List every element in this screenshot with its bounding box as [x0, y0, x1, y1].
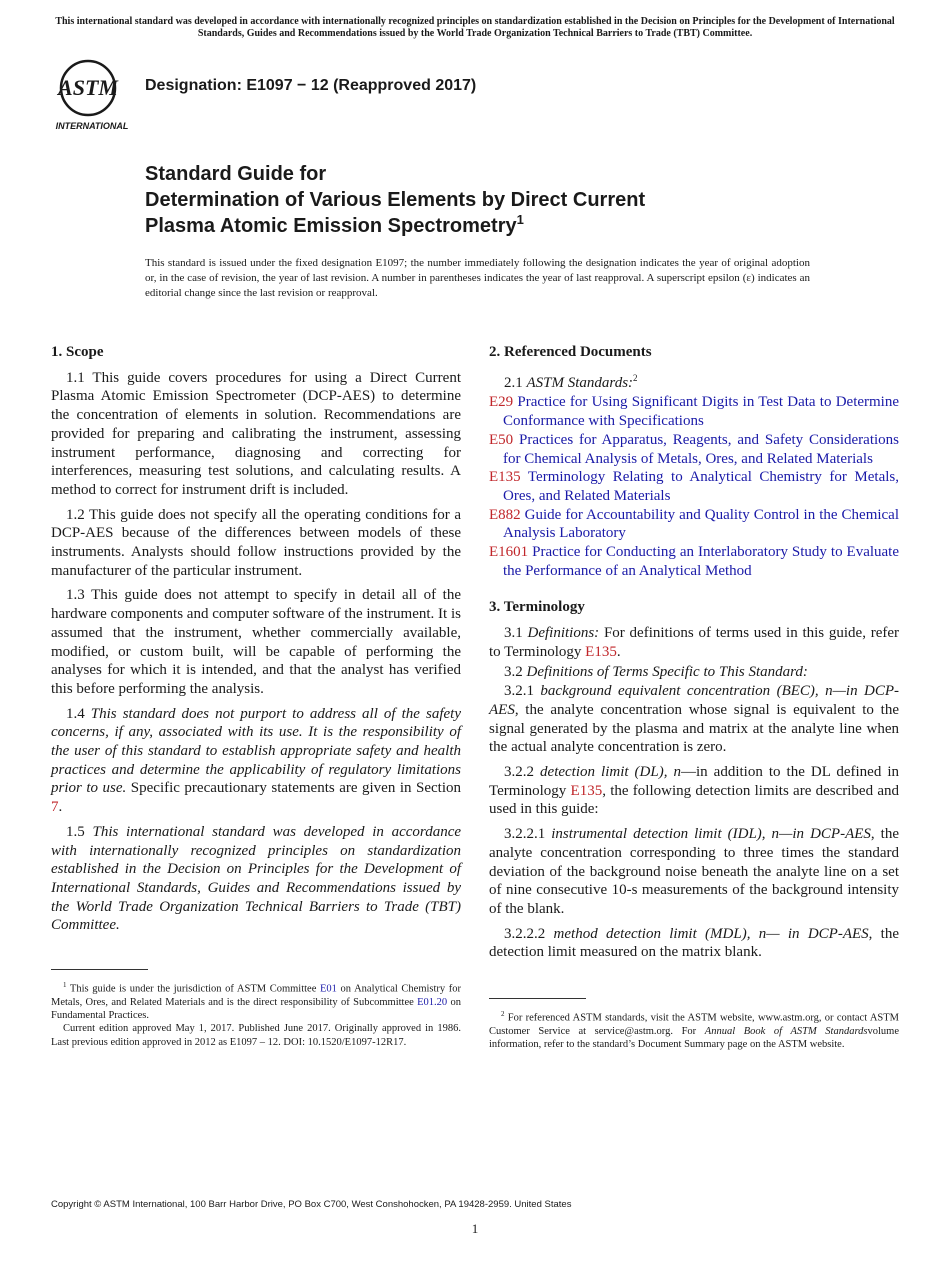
ref-title[interactable]: Practice for Using Significant Digits in Test Data to Determine Conformance with Specifications — [503, 394, 900, 430]
term-3-1-num: 3.1 — [504, 625, 523, 642]
section-7-link[interactable]: 7 — [51, 799, 59, 816]
term-3-1 — [489, 624, 899, 661]
right-column — [489, 343, 899, 968]
astm-logo-icon — [50, 58, 136, 134]
term-3-2-1-term: background equivalent concentration (BEC), n—in DCP-AES — [489, 683, 899, 718]
copyright-line: Copyright © ASTM International, 100 Barr Harbor Drive, PO Box C700, West Conshohocken, PA 19428-2959. United States — [51, 1199, 572, 1210]
scope-1-1: 1.1 This guide covers procedures for using a Direct Current Plasma Atomic Emission Spectrometer (DCP-AES) to determine the concentration of elements in solution. Recommendations are provided for preparing and calibrating the instrument, assessing instrument performance, diagnosing and correcting for interferences, measuring test solutions, and calculating results. A method to correct for instrument drift is included. — [51, 369, 461, 498]
ref-code[interactable]: E29 — [489, 394, 514, 411]
term-3-2-2-1 — [489, 825, 899, 919]
term-3-2-2-num: 3.2.2 — [504, 764, 534, 781]
ref-title[interactable]: Terminology Relating to Analytical Chemistry for Metals, Ores, and Related Materials — [503, 469, 899, 504]
term-3-1-end: . — [616, 643, 621, 660]
ref-code[interactable]: E882 — [489, 506, 521, 523]
logo-subtext: INTERNATIONAL — [55, 121, 129, 131]
ref-code[interactable]: E1601 — [489, 544, 529, 561]
scope-1-3: 1.3 This guide does not attempt to specify in detail all of the hardware components and computer software of the instrument. It is assumed that the instrument, whether commercially available, modified, or custom built, will be capable of performing the analyses for which it is intended, and that the analyst has verified this before performing the analysis. — [51, 587, 461, 697]
terminology-heading: 3. Terminology — [489, 599, 585, 616]
term-3-2-2-1-term: instrumental detection limit (IDL), n—in DCP-AES — [551, 826, 871, 843]
referenced-heading: 2. Referenced Documents — [489, 344, 652, 360]
title-line-2: Determination of Various Elements by Direct Current — [145, 189, 646, 211]
ref-code[interactable]: E135 — [489, 469, 521, 486]
footnote-1-text-3: on Fundamental Practices. — [51, 996, 461, 1022]
term-3-2-2 — [489, 763, 899, 819]
designation: Designation: E1097 − 12 (Reapproved 2017) — [145, 77, 477, 94]
term-3-2-2-term: detection limit (DL), n — [540, 764, 681, 781]
footnote-1-text-2: on Analytical Chemistry for Metals, Ores, and Related Materials and is the direct responsibility of Subcommittee — [51, 983, 462, 1008]
e01-link[interactable]: E01 — [320, 983, 337, 995]
document-title — [145, 161, 645, 239]
scope-1-4-italic: This standard does not purport to address all of the safety concerns, if any, associated with its use. It is the responsibility of the user of this standard to establish appropriate safety and health practices and determine the applicability of regulatory limitations prior to use. — [51, 705, 461, 797]
term-3-2-num: 3.2 — [504, 663, 523, 680]
footnote-1-para-1 — [51, 979, 461, 1022]
footnote-1-text: This guide is under the jurisdiction of ASTM Committee — [69, 983, 317, 995]
term-3-2-2-1-text: , the analyte concentration corresponding to three times the standard deviation of the background noise beneath the analyte line on a set of nine consecutive 10-s measurements of the background intensity of the blank. — [489, 826, 899, 917]
title-line-1: Standard Guide for — [145, 163, 327, 185]
issue-note: This standard is issued under the fixed designation E1097; the number immediately following the designation indicates the year of original adoption or, in the case of revision, the year of last revision. A number in parentheses indicates the year of last reapproval. A superscript epsilon (ε) indicates an editorial change since the last revision or reapproval. — [145, 257, 810, 299]
term-3-2-2-text-2: , the following detection limits are described and used in this guide: — [489, 782, 900, 818]
term-3-2-2-2 — [489, 925, 899, 962]
footnote-2-para — [489, 1008, 899, 1051]
e01-20-link[interactable]: E01.20 — [417, 996, 448, 1008]
logo-text: ASTM — [58, 75, 118, 100]
footnote-2-italic: Annual Book of ASTM Standards — [704, 1025, 868, 1037]
footnote-1-mark: 1 — [63, 981, 67, 989]
reference-item[interactable] — [489, 468, 899, 505]
page-number: 1 — [471, 1221, 479, 1236]
reference-item[interactable] — [489, 393, 899, 430]
term-3-2-1-num: 3.2.1 — [504, 683, 534, 700]
footnote-1 — [51, 979, 461, 1049]
term-3-2-2-1-num: 3.2.2.1 — [504, 826, 546, 843]
ref-sub-label: ASTM Standards: — [526, 374, 634, 391]
reference-list — [489, 393, 899, 580]
footnote-2 — [489, 1008, 899, 1051]
scope-1-4-num: 1.4 — [66, 705, 85, 722]
ref-code[interactable]: E50 — [489, 431, 514, 448]
term-3-2-2-2-term: method detection limit (MDL), n— in DCP-AES — [553, 925, 869, 942]
footnote-2-text: For referenced ASTM standards, visit the ASTM website, www.astm.org, or contact ASTM Customer Service at service@astm.org. For — [489, 1012, 899, 1037]
reference-item[interactable] — [489, 506, 899, 543]
reference-item[interactable] — [489, 543, 899, 580]
scope-heading: 1. Scope — [51, 344, 104, 360]
scope-1-5-italic: This international standard was developed in accordance with internationally recognized principles on standardization established in the Decision on Principles for the Development of International Standards, Guides and Recommendations issued by the World Trade Organization Technical Barriers to Trade (TBT) Committee. — [51, 823, 462, 934]
term-3-2-label: Definitions of Terms Specific to This Standard: — [526, 663, 808, 680]
scope-1-2: 1.2 This guide does not specify all the operating conditions for a DCP-AES because of the differences between models of these instruments. Analysts should follow instructions provided by the manufacturer of the particular instrument. — [51, 506, 461, 579]
term-3-2-2-2-text: , the detection limit measured on the matrix blank. — [489, 925, 900, 961]
ref-title[interactable]: Practice for Conducting an Interlaboratory Study to Evaluate the Performance of an Analytical Method — [503, 544, 900, 579]
scope-1-5 — [51, 823, 461, 935]
ref-title[interactable]: Practices for Apparatus, Reagents, and Safety Considerations for Chemical Analysis of Metals, Ores, and Related Materials — [503, 431, 900, 467]
title-line-3-text: Plasma Atomic Emission Spectrometry — [145, 215, 517, 237]
top-notice: This international standard was developed in accordance with internationally recognized principles on standardization established in the Decision on Principles for the Development of International Standards, Guides and Recommendations issued by the World Trade Organization Technical Barriers to Trade (TBT) Committee. — [55, 16, 895, 39]
footnote-2-text-2: volume information, refer to the standard’s Document Summary page on the ASTM website. — [489, 1025, 900, 1051]
term-3-1-text: For definitions of terms used in this guide, refer to Terminology — [489, 625, 900, 660]
ref-title[interactable]: Guide for Accountability and Quality Control in the Chemical Analysis Laboratory — [503, 506, 900, 542]
left-column — [51, 343, 461, 941]
footnote-2-mark: 2 — [501, 1010, 505, 1018]
scope-1-4-end: . — [58, 799, 63, 816]
title-line-3 — [145, 213, 645, 239]
term-3-2 — [489, 663, 899, 682]
title-footnote-mark: 1 — [516, 212, 524, 227]
term-3-2-2-text: —in addition to the DL defined in Terminology — [489, 764, 900, 799]
footnote-1-para-2: Current edition approved May 1, 2017. Published June 2017. Originally approved in 1986. Last previous edition approved in 2012 as E1097 – 12. DOI: 10.1520/E1097-12R17. — [51, 1023, 461, 1048]
footnote-rule-left — [51, 969, 148, 970]
term-3-1-label: Definitions: — [527, 625, 600, 642]
astm-logo-graphic — [50, 58, 136, 134]
ref-sub-mark: 2 — [633, 372, 638, 383]
scope-1-5-num: 1.5 — [66, 823, 85, 840]
astm-standards-label — [489, 369, 899, 393]
reference-item[interactable] — [489, 431, 899, 468]
term-3-2-1 — [489, 682, 899, 757]
e135-link[interactable]: E135 — [585, 643, 617, 660]
footnote-rule-right — [489, 998, 586, 999]
scope-1-4-tail: Specific precautionary statements are given in Section — [130, 780, 462, 797]
scope-1-4 — [51, 705, 461, 817]
ref-sub-num: 2.1 — [504, 374, 523, 391]
term-3-2-2-2-num: 3.2.2.2 — [504, 925, 546, 942]
term-3-2-1-text: , the analyte concentration whose signal is equivalent to the signal generated by the plasma and matrix at the analyte line when the actual analyte concentration is zero. — [489, 701, 899, 756]
e135-link[interactable]: E135 — [570, 782, 603, 799]
